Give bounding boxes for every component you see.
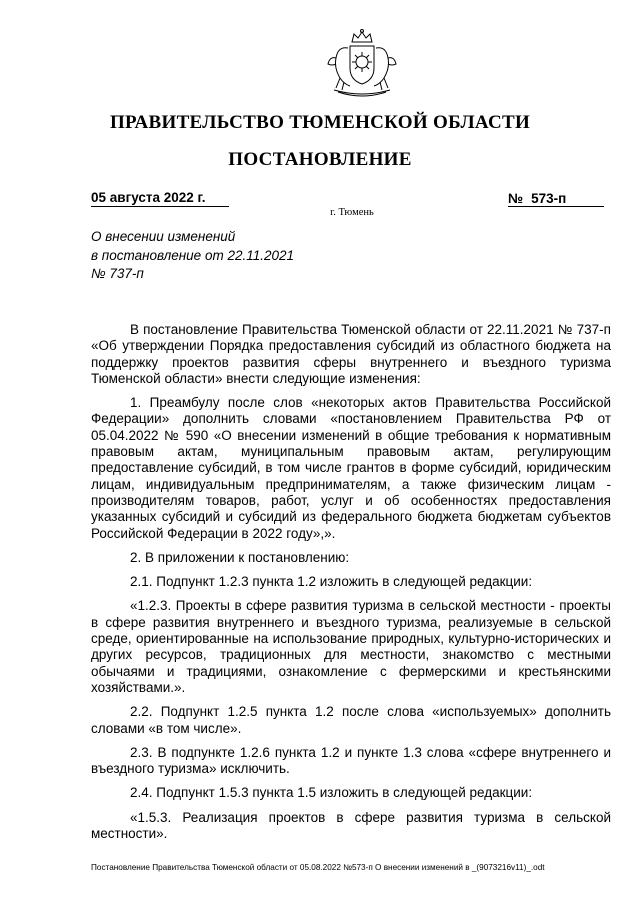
body-paragraph: «1.5.3. Реализация проектов в сфере развития туризма в сельской местности». — [91, 809, 611, 842]
organization-title: ПРАВИТЕЛЬСТВО ТЮМЕНСКОЙ ОБЛАСТИ — [109, 112, 531, 133]
subject-line: № 737-п — [91, 266, 144, 281]
body-paragraph: 2.4. Подпункт 1.5.3 пункта 1.5 изложить в следующей редакции: — [130, 785, 533, 801]
body-paragraph: 2. В приложении к постановлению: — [130, 549, 350, 565]
document-subject — [91, 228, 391, 284]
document-type-title: ПОСТАНОВЛЕНИЕ — [228, 149, 412, 170]
document-date-field — [91, 189, 229, 207]
document-body — [91, 322, 611, 850]
body-paragraph: 2.2. Подпункт 1.2.5 пункта 1.2 после слова «используемых» дополнить словами «в том числе». — [91, 704, 611, 736]
body-paragraph: 1. Преамбулу после слов «некоторых актов Правительства Российской Федерации» дополнить словами «постановлением Правительства РФ от 05.04.2022 № 590 «О внесении изменений в общие требования к нормативным правовым актам, муниципальным правовым актам, регулирующим предоставление субсидий, в том числе грантов в форме субсидий, юридическим лицам, индивидуальным предпринимателям, а также физическим лицам - производителям товаров, работ, услуг и об особенностях предоставления указанных субсидий и субсидий из федерального бюджета бюджетам субъектов Российской Федерации в 2022 году»,». — [91, 395, 611, 541]
subject-line: в постановление от 22.11.2021 — [91, 247, 295, 263]
body-paragraph: В постановление Правительства Тюменской области от 22.11.2021 № 737-п «Об утверждении Порядка предоставления субсидий из областного бюджета на поддержку проектов развития сферы внутреннего и въездного туризма Тюменской области» внести следующие изменения: — [91, 322, 611, 386]
coat-of-arms-icon — [314, 28, 410, 98]
document-date: 05 августа 2022 г. — [91, 190, 206, 205]
page-footer: Постановление Правительства Тюменской области от 05.08.2022 №573-п О внесении изменений в _(9073216v11)_.odt — [91, 863, 545, 872]
body-paragraph: 2.3. В подпункте 1.2.6 пункта 1.2 и пункте 1.3 слова «сфере внутреннего и въездного туризма» исключить. — [91, 744, 611, 777]
body-paragraph: 2.1. Подпункт 1.2.3 пункта 1.2 изложить в следующей редакции: — [130, 574, 533, 590]
document-number-field — [508, 189, 604, 207]
document-number: 573-п — [531, 191, 567, 206]
subject-line: О внесении изменений — [91, 229, 236, 244]
number-sign: № — [508, 191, 524, 206]
city-label: г. Тюмень — [330, 207, 374, 218]
body-paragraph: «1.2.3. Проекты в сфере развития туризма в сельской местности - проекты в сфере развития внутреннего и въездного туризма, реализуемые в сельской среде, ориентированные на использование природных, культурно-исторических и других ресурсов, традиционных для местности, знакомство с местными обычаями и традициями, ознакомление с фермерскими и крестьянскими хозяйствами.». — [91, 598, 611, 695]
